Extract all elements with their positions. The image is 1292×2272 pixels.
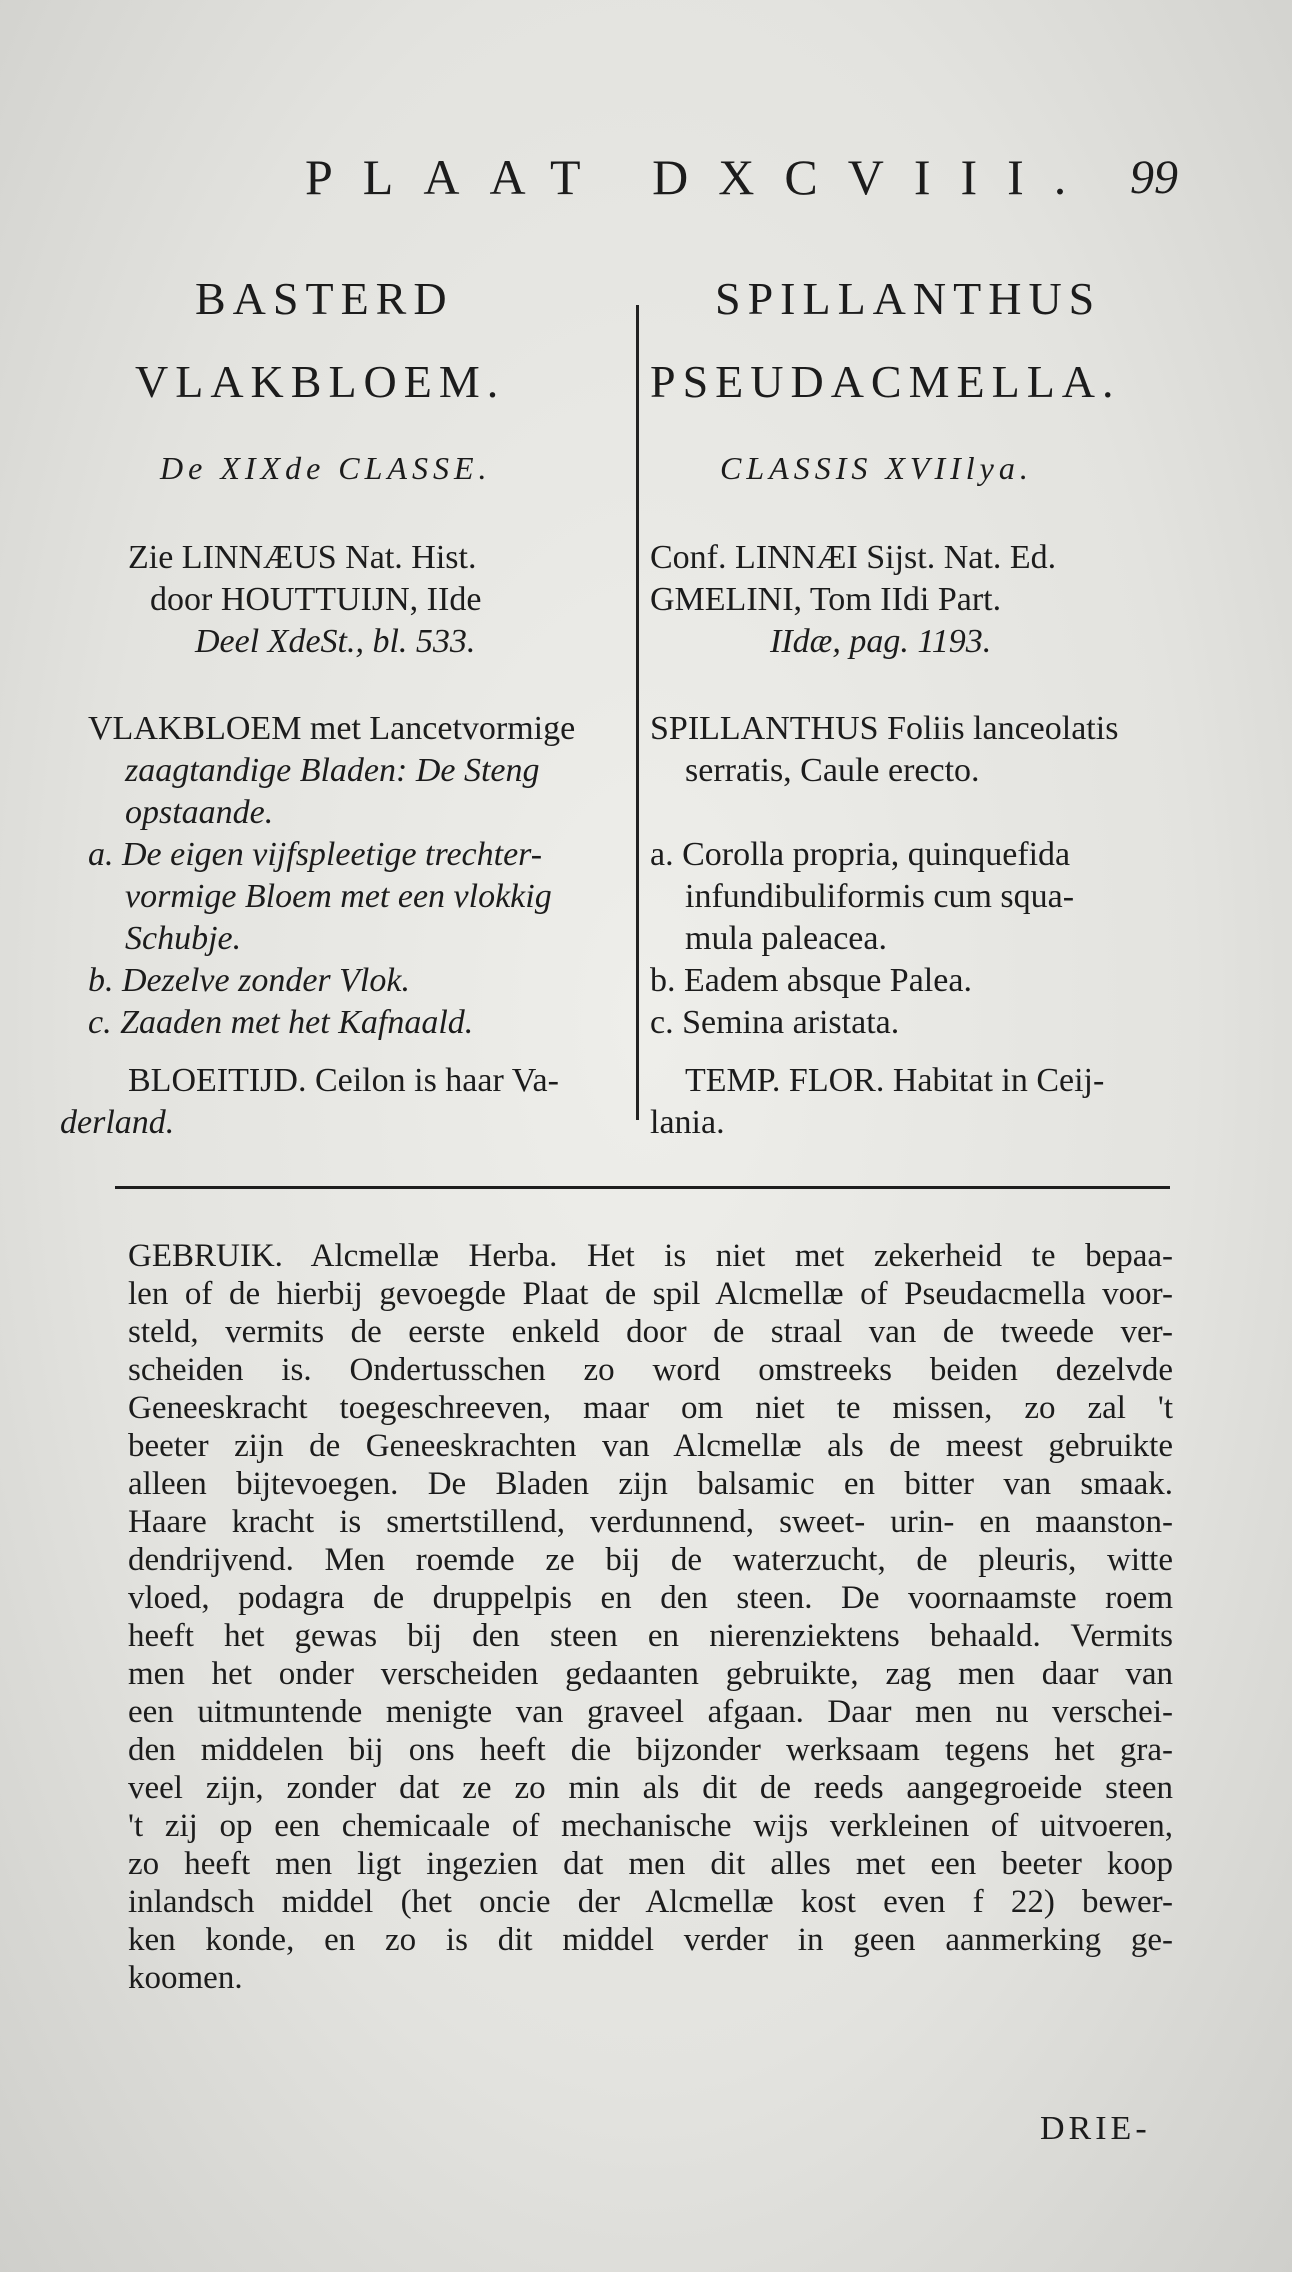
right-temp-line: lania. bbox=[650, 1104, 725, 1141]
left-reference-line: Deel XdeSt., bl. 533. bbox=[195, 623, 476, 660]
body-line: scheiden is. Ondertusschen zo word omstreeks beiden dezelvde bbox=[128, 1352, 1173, 1388]
right-temp-line: TEMP. FLOR. Habitat in Ceij- bbox=[685, 1062, 1105, 1099]
left-title-1: BASTERD bbox=[195, 273, 454, 324]
left-classe: De XIXde CLASSE. bbox=[160, 450, 492, 486]
plate-heading: PLAAT DXCVIII. bbox=[305, 149, 1097, 205]
body-line: steld, vermits de eerste enkeld door de straal van de tweede ver- bbox=[128, 1314, 1173, 1350]
left-desc-line: VLAKBLOEM met Lancetvormige bbox=[88, 710, 576, 747]
body-line: alleen bijtevoegen. De Bladen zijn balsamic en bitter van smaak. bbox=[128, 1466, 1173, 1502]
left-bloeitijd-line: BLOEITIJD. Ceilon is haar Va- bbox=[128, 1062, 559, 1099]
right-reference-line: Conf. LINNÆI Sijst. Nat. Ed. bbox=[650, 539, 1057, 576]
body-line: Geneeskracht toegeschreeven, maar om niet te missen, zo zal 't bbox=[128, 1390, 1173, 1426]
catchword: DRIE- bbox=[1040, 2110, 1151, 2147]
left-desc-line: b. Dezelve zonder Vlok. bbox=[88, 962, 410, 999]
body-line: len of de hierbij gevoegde Plaat de spil Alcmellæ of Pseudacmella voor- bbox=[128, 1276, 1173, 1312]
body-line: GEBRUIK. Alcmellæ Herba. Het is niet met zekerheid te bepaa- bbox=[128, 1238, 1173, 1274]
page-number: 99 bbox=[1130, 151, 1178, 204]
body-line: beeter zijn de Geneeskrachten van Alcmellæ als de meest gebruikte bbox=[128, 1428, 1173, 1464]
body-line: een uitmuntende menigte van graveel afgaan. Daar men nu verschei- bbox=[128, 1694, 1173, 1730]
right-desc-line: b. Eadem absque Palea. bbox=[650, 962, 972, 999]
right-desc-line: c. Semina aristata. bbox=[650, 1004, 900, 1041]
left-desc-line: opstaande. bbox=[125, 794, 274, 831]
right-desc-line: infundibuliformis cum squa- bbox=[685, 878, 1075, 915]
right-reference-line: IIdæ, pag. 1193. bbox=[770, 623, 992, 660]
column-divider bbox=[636, 305, 639, 1120]
right-desc-line: SPILLANTHUS Foliis lanceolatis bbox=[650, 710, 1119, 747]
left-reference-line: Zie LINNÆUS Nat. Hist. bbox=[128, 539, 477, 576]
left-title-2: VLAKBLOEM. bbox=[135, 356, 506, 407]
body-line: Haare kracht is smertstillend, verdunnend, sweet- urin- en maanston- bbox=[128, 1504, 1173, 1540]
right-desc-line: serratis, Caule erecto. bbox=[685, 752, 980, 789]
right-desc-line: a. Corolla propria, quinquefida bbox=[650, 836, 1071, 873]
left-bloeitijd-line: derland. bbox=[60, 1104, 175, 1141]
body-line: den middelen bij ons heeft die bijzonder werksaam tegens het gra- bbox=[128, 1732, 1173, 1768]
horizontal-rule bbox=[115, 1186, 1170, 1189]
left-reference-line: door HOUTTUIJN, IIde bbox=[150, 581, 482, 618]
right-classis: CLASSIS XVIIlya. bbox=[720, 450, 1033, 486]
left-desc-line: c. Zaaden met het Kafnaald. bbox=[88, 1004, 474, 1041]
body-line: zo heeft men ligt ingezien dat men dit alles met een beeter koop bbox=[128, 1846, 1173, 1882]
right-desc-line: mula paleacea. bbox=[685, 920, 887, 957]
left-desc-line: Schubje. bbox=[125, 920, 242, 957]
left-desc-line: a. De eigen vijfspleetige trechter- bbox=[88, 836, 543, 873]
left-desc-line: zaagtandige Bladen: De Steng bbox=[125, 752, 540, 789]
right-reference-line: GMELINI, Tom IIdi Part. bbox=[650, 581, 1002, 618]
body-line: dendrijvend. Men roemde ze bij de waterzucht, de pleuris, witte bbox=[128, 1542, 1173, 1578]
body-line: men het onder verscheiden gedaanten gebruikte, zag men daar van bbox=[128, 1656, 1173, 1692]
body-line: heeft het gewas bij den steen en nierenziektens behaald. Vermits bbox=[128, 1618, 1173, 1654]
body-line: vloed, podagra de druppelpis en den steen. De voornaamste roem bbox=[128, 1580, 1173, 1616]
body-line: koomen. bbox=[128, 1960, 243, 1996]
body-line: ken konde, en zo is dit middel verder in geen aanmerking ge- bbox=[128, 1922, 1173, 1958]
body-line: inlandsch middel (het oncie der Alcmellæ kost even f 22) bewer- bbox=[128, 1884, 1173, 1920]
body-line: 't zij op een chemicaale of mechanische wijs verkleinen of uitvoeren, bbox=[128, 1808, 1173, 1844]
left-desc-line: vormige Bloem met een vlokkig bbox=[125, 878, 552, 915]
body-line: veel zijn, zonder dat ze zo min als dit de reeds aangegroeide steen bbox=[128, 1770, 1173, 1806]
right-title-2: PSEUDACMELLA. bbox=[650, 356, 1121, 407]
right-title-1: SPILLANTHUS bbox=[715, 273, 1102, 324]
